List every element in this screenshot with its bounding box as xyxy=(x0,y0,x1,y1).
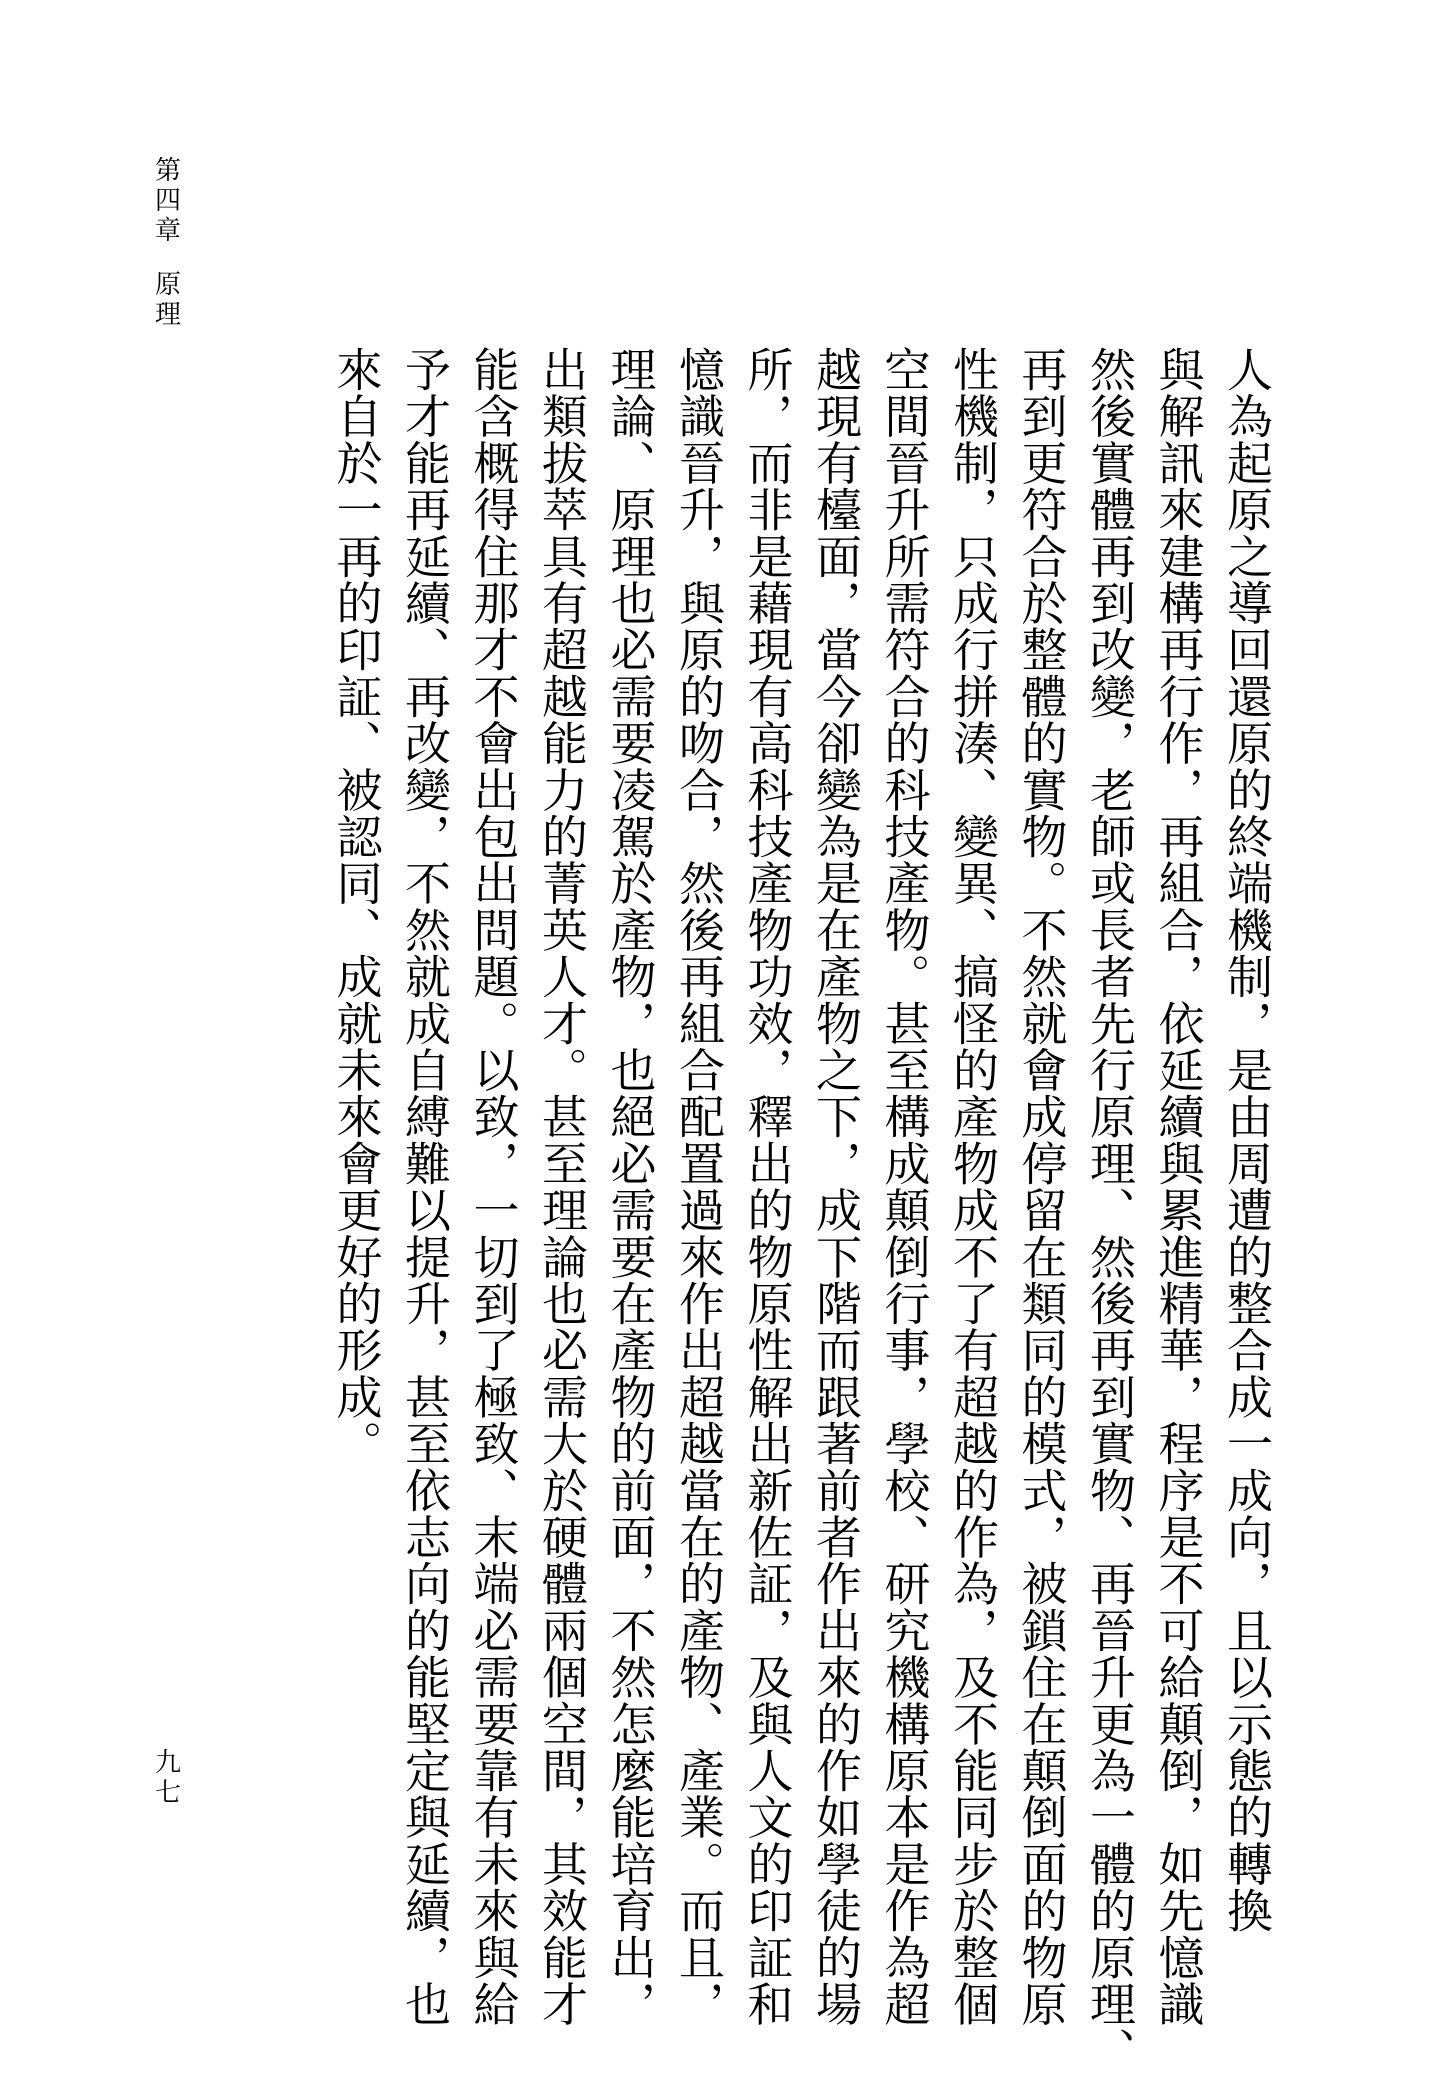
text-line: 性機制，只成行拼湊、變異、搞怪的產物成不了有超越的作為，及不能同步於整個 xyxy=(946,346,1000,2028)
text-line: 然後實體再到改變，老師或長者先行原理、然後再到實物、再晉升更為一體的原理、 xyxy=(1083,346,1137,2074)
text-line: 越現有檯面，當今卻變為是在產物之下，成下階而跟著前者作出來的作如學徒的場 xyxy=(809,346,863,2028)
text-line: 再到更符合於整體的實物。不然就會成停留在類同的模式，被鎖住在顛倒面的物原 xyxy=(1014,346,1069,2028)
text-line: 予才能再延續、再改變，不然就成自縛難以提升，甚至依志向的能堅定與延續，也 xyxy=(398,346,452,2028)
text-line: 憶識晉升，與原的吻合，然後再組合配置過來作出超越當在的產物、產業。而且， xyxy=(672,346,726,2028)
running-header xyxy=(148,156,188,330)
text-line: 空間晉升所需符合的科技產物。甚至構成顛倒行事，學校、研究機構原本是作為超 xyxy=(877,346,932,2028)
page-number xyxy=(148,1748,188,1808)
header-gap xyxy=(148,246,188,270)
title-char: 理 xyxy=(154,300,181,330)
text-line: 來自於一再的印証、被認同、成就未來會更好的形成。 xyxy=(329,346,384,1467)
title-char: 原 xyxy=(154,270,181,300)
text-line: 人為起原之導回還原的終端機制，是由周遭的整合成一成向，且以示態的轉換 xyxy=(1220,346,1274,1934)
text-line: 理論、原理也必需要凌駕於產物，也絕必需要在產物的前面，不然怎麼能培育出， xyxy=(603,346,658,2028)
page-number-char: 九 xyxy=(154,1748,181,1778)
text-line: 所，而非是藉現有高科技產物功效，釋出的物原性解出新佐証，及與人文的印証和 xyxy=(740,346,795,2028)
chapter-char: 四 xyxy=(154,186,181,216)
text-line: 出類拔萃具有超越能力的菁英人才。甚至理論也必需大於硬體兩個空間，其效能才 xyxy=(535,346,589,2028)
chapter-char: 第 xyxy=(154,156,181,186)
text-line: 與解訊來建構再行作，再組合，依延續與累進精華，程序是不可給顛倒，如先憶識 xyxy=(1151,346,1206,2028)
paragraph xyxy=(322,300,1281,2074)
chapter-char: 章 xyxy=(154,216,181,246)
page-number-char: 七 xyxy=(154,1778,181,1808)
text-line: 能含概得住那才不會出包出問題。以致，一切到了極致、末端必需要靠有未來與給 xyxy=(466,346,521,2028)
body-text xyxy=(322,300,1281,2074)
